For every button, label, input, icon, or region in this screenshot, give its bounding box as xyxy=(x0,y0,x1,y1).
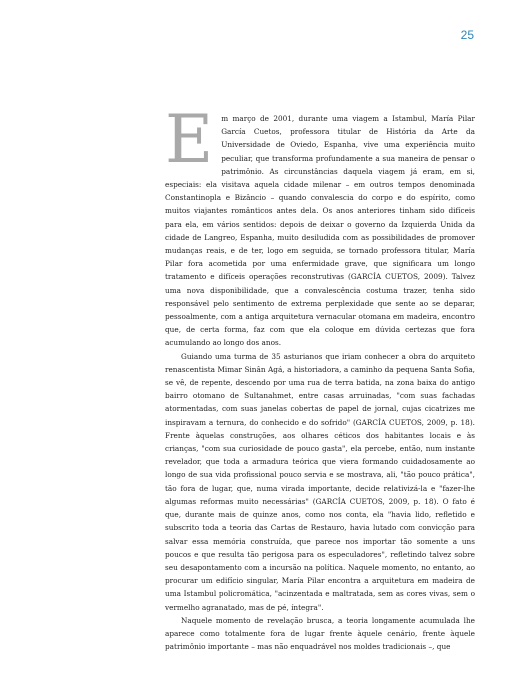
paragraph-3: Naquele momento de revelação brusca, a teoria longamente acumulada lhe aparece como totalmente fora de lugar frente àquele cenário, frente àquele patrimônio importante – mas não enquadrável nos moldes tradicionais –, que xyxy=(165,615,475,652)
page-number: 25 xyxy=(460,28,474,42)
paragraph-1 xyxy=(165,101,475,350)
paragraph-1-text: m março de 2001, durante uma viagem a Istambul, María Pilar García Cuetos, professora titular de História da Arte da Universidade de Oviedo, Espanha, vive uma experiência muito peculiar, que transforma profundamente a sua maneira de pensar o patrimônio. As circunstâncias daquela viagem já eram, em si, especiais: ela visitava aquela cidade milenar – em outros tempos denominada Constantinopla e Bizâncio – quando convalescia do corpo e do espírito, como muitos viajantes românticos antes dela. Os anos anteriores tinham sido difíceis para ela, em vários sentidos: depois de deixar o governo da Izquierda Unida da cidade de Langreo, Espanha, muito desiludida com as possibilidades de promover mudanças reais, e de ter, logo em seguida, se tornado professora titular, María Pilar fora acometida por uma enfermidade grave, que significara um longo tratamento e difíceis operações reconstrutivas (GARCÍA CUETOS, 2009). Talvez uma nova disponibilidade, que a convalescência costuma trazer, tenha sido responsável pelo sentimento de extrema perplexidade que sente ao se deparar, pessoalmente, com a antiga arquitetura vernacular otomana em madeira, encontro que, de certa forma, faz com que ela coloque em dúvida certezas que fora acumulando ao longo dos anos. xyxy=(165,114,475,348)
paragraph-2: Guiando uma turma de 35 asturianos que iriam conhecer a obra do arquiteto renascentista Mimar Sinân Agá, a historiadora, a caminho da pequena Santa Sofia, se vê, de repente, descendo por uma rua de terra batida, na zona baixa do antigo bairro otomano de Sultanahmet, entre casas arruinadas, "com suas fachadas atormentadas, com suas janelas cobertas de papel de jornal, cujas cicatrizes me inspiravam a ternura, do conhecido e do sofrido" (GARCÍA CUETOS, 2009, p. 18). Frente àquelas construções, aos olhares céticos dos habitantes locais e às crianças, "com sua curiosidade de pouco gasta", ela percebe, então, num instante revelador, que toda a armadura teórica que viera formando cuidadosamente ao longo de sua vida profissional pouco servia e se mostrava, ali, "tão pouco prática", tão fora de lugar, que, numa virada importante, decide relativizá-la e "fazer-lhe algumas reformas muito necessárias" (GARCÍA CUETOS, 2009, p. 18). O fato é que, durante mais de quinze anos, como nos conta, ela "havia lido, refletido e subscrito toda a teoria das Cartas de Restauro, havia lutado com convicção para salvar essa memória construída, que parece nos importar tão somente a uns poucos e que resulta tão perigosa para os especuladores", refletindo talvez sobre seu desapontamento com a incursão na política. Naquele momento, no entanto, ao procurar um edifício singular, María Pilar encontra a arquitetura em madeira de uma Istambul policromática, "acinzentada e maltratada, sem as cores vivas, sem o vermelho agranatado, mas de pé, íntegra". xyxy=(165,351,475,612)
article-body xyxy=(165,101,475,653)
drop-cap: E xyxy=(165,101,214,178)
